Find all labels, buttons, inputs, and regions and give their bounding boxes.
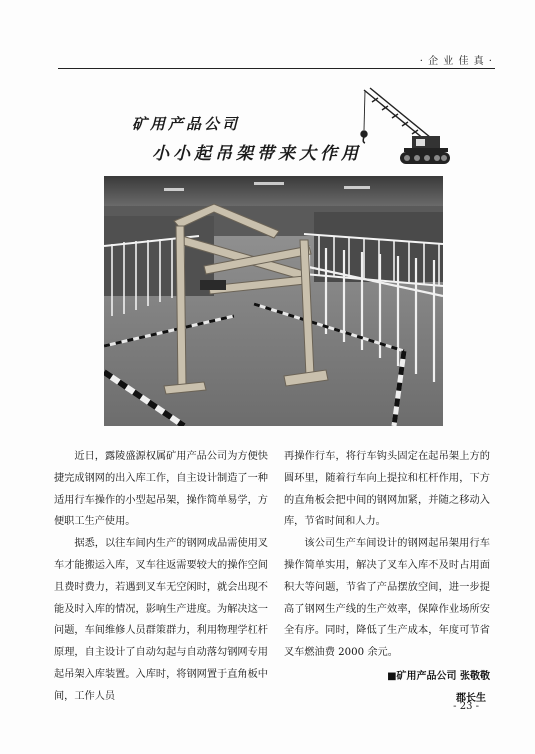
page-number: - 23 - (453, 701, 479, 712)
paragraph-2-continued: 再操作行车，将行车钩头固定在起吊架上方的圆环里，随着行车向上提拉和杠杆作用，下方的直角板会把中间的钢网加紧，并随之移动入库，节省时间和人力。 (284, 451, 490, 528)
paragraph-1: 近日，露陵盛源权属矿用产品公司为方便快捷完成钢网的出入库工作，自主设计制造了一种适用行车操作的小型起吊架，操作简单易学，方便职工生产使用。 (54, 451, 268, 528)
header-rule (58, 68, 495, 69)
author-byline: ■矿用产品公司 张敬敬 (387, 670, 490, 682)
article-title-line1: 矿用产品公司 (132, 115, 241, 133)
author-byline-2: 郡长生 (456, 692, 486, 704)
article-column-right (284, 446, 490, 710)
paragraph-2: 据悉，以往车间内生产的钢网成品需使用叉车才能搬运入库，叉车往返需要较大的操作空间且费时费力，若遇到叉车无空闲时，就会出现不能及时入库的情况，影响生产进度。为解决这一问题，车间维修人员群策群力，利用物理学杠杆原理，自主设计了自动勾起与自动落勾钢网专用起吊架入库装置。入库时，将钢网置于直角板中间，工作人员 (54, 538, 268, 702)
article-title-line2: 小小起吊架带来大作用 (152, 144, 362, 164)
section-header: · 企 业 佳 真 · (419, 56, 493, 67)
crane-illustration (356, 86, 452, 170)
article-photo (104, 176, 443, 426)
article-column-left (54, 446, 268, 708)
paragraph-3: 该公司生产车间设计的钢网起吊架用行车操作简单实用，解决了叉车入库不及时占用面积大等问题，节省了产品摆放空间，进一步提高了钢网生产线的生产效率，保障作业场所安全有序。同时，降低了生产成本，年度可节省叉车燃油费 2000 余元。 (284, 538, 490, 659)
